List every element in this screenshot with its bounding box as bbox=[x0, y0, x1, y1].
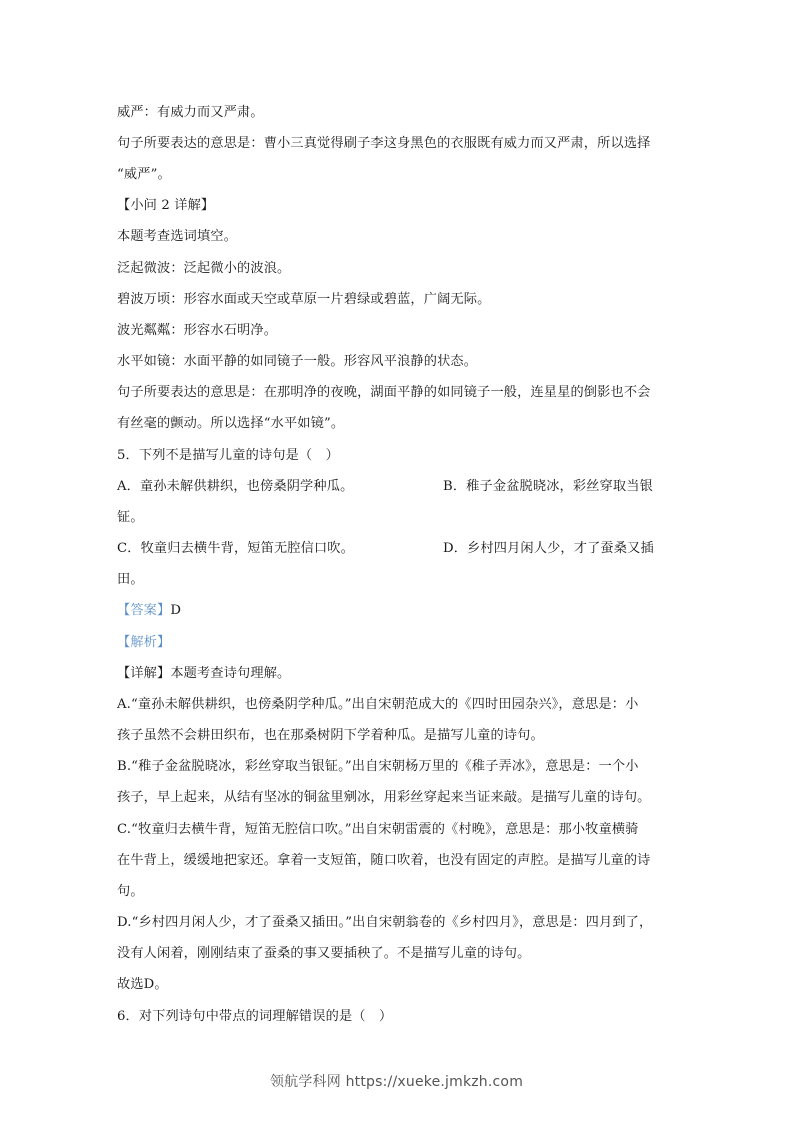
definition-line: 泛起微波：泛起微小的波浪。 bbox=[117, 261, 291, 276]
conclusion-line: 故选D。 bbox=[117, 977, 168, 992]
detail-line: 孩子，早上起来，从结有坚冰的铜盆里剜冰，用彩丝穿起来当证来敲。是描写儿童的诗句。 bbox=[117, 790, 651, 805]
answer-line bbox=[117, 602, 181, 620]
question-6-stem: 6．对下列诗句中带点的词理解错误的是（ ） bbox=[117, 1009, 393, 1024]
detail-line: B.“稚子金盆脱晓冰，彩丝穿取当银钲。”出自宋朝杨万里的《稚子弄冰》，意思是：一个小 bbox=[117, 759, 639, 774]
option-c: C．牧童归去横牛背，短笛无腔信口吹。 bbox=[117, 541, 354, 556]
definition-weiyan: 威严：有威力而又严肃。 bbox=[117, 105, 264, 120]
option-d: D．乡村四月闲人少，才了蚕桑又插 bbox=[443, 541, 654, 556]
detail-line: D.“乡村四月闲人少，才了蚕桑又插田。”出自宋朝翁卷的《乡村四月》，意思是：四月到了， bbox=[117, 915, 653, 930]
detail-intro: 【详解】本题考查诗句理解。 bbox=[117, 666, 291, 681]
detail-line: 孩子虽然不会耕田织布，也在那桑树阴下学着种瓜。是描写儿童的诗句。 bbox=[117, 728, 544, 743]
subquestion-2-header: 【小问 2 详解】 bbox=[117, 198, 215, 213]
definition-line: 水平如镜：水面平静的如同镜子一般。形容风平浪静的状态。 bbox=[117, 354, 478, 369]
explanation-line: 句子所要表达的意思是：曹小三真觉得刷子李这身黑色的衣服既有威力而又严肃，所以选择 bbox=[117, 136, 651, 151]
option-b: B．稚子金盆脱晓冰，彩丝穿取当银 bbox=[443, 479, 653, 494]
analysis-label: 【解析】 bbox=[117, 635, 171, 650]
detail-line: A.“童孙未解供耕织，也傍桑阴学种瓜。”出自宋朝范成大的《四时田园杂兴》，意思是：小 bbox=[117, 697, 639, 712]
definition-line: 碧波万顷：形容水面或天空或草原一片碧绿或碧蓝，广阔无际。 bbox=[117, 292, 491, 307]
answer-value: D bbox=[170, 603, 182, 618]
option-a: A．童孙未解供耕织，也傍桑阴学种瓜。 bbox=[117, 479, 354, 494]
detail-line: 句。 bbox=[117, 884, 144, 899]
detail-line: C.“牧童归去横牛背，短笛无腔信口吹。”出自宋朝雷震的《村晚》，意思是：那小牧童横骑 bbox=[117, 822, 639, 837]
explanation-line: 句子所要表达的意思是：在那明净的夜晚，湖面平静的如同镜子一般，连星星的倒影也不会 bbox=[117, 385, 651, 400]
topic-line: 本题考查选词填空。 bbox=[117, 229, 238, 244]
option-b-continued: 钲。 bbox=[117, 510, 144, 525]
detail-line: 没有人闲着，刚刚结束了蚕桑的事又要插秧了。不是描写儿童的诗句。 bbox=[117, 946, 531, 961]
explanation-line: “威严”。 bbox=[117, 167, 171, 182]
answer-label: 【答案】 bbox=[117, 603, 171, 618]
detail-line: 在牛背上，缓缓地把家还。拿着一支短笛，随口吹着，也没有固定的声腔。是描写儿童的诗 bbox=[117, 853, 651, 868]
definition-line: 波光粼粼：形容水石明净。 bbox=[117, 323, 278, 338]
question-5-stem: 5．下列不是描写儿童的诗句是（ ） bbox=[117, 448, 339, 463]
option-d-continued: 田。 bbox=[117, 572, 144, 587]
footer-watermark: 领航学科网 https://xueke.jmkzh.com bbox=[269, 1074, 524, 1090]
explanation-line: 有丝毫的颤动。所以选择“水平如镜”。 bbox=[117, 416, 345, 431]
